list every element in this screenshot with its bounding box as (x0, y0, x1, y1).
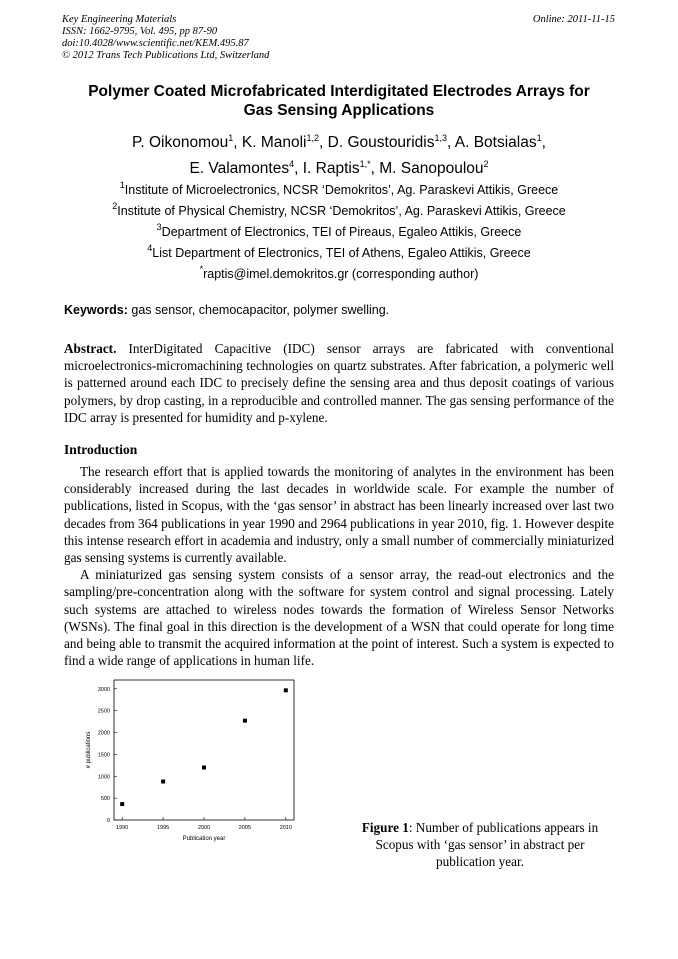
keywords-text: gas sensor, chemocapacitor, polymer swelling. (127, 303, 390, 317)
author-sup: 1 (536, 133, 542, 143)
paragraph: A miniaturized gas sensing system consists of a sensor array, the read-out electronics and the sampling/pre-concentration along with the software for system control and signal processing. Lately such systems are attached to wireless nodes towards the formation of Wireless Sensor Networks (WSNs). The final goal in this direction is the development of a WSN that could operate for long time and being able to transmit the acquired information at the point of interest. Such a system is expected to find a wide range of applications in human life. (64, 567, 614, 669)
affiliation-sup: 3 (156, 222, 162, 232)
author-name: M. Sanopoulou (379, 160, 484, 177)
author-line-1 (64, 130, 614, 156)
author-sep: , (541, 134, 546, 151)
journal-name: Key Engineering Materials (62, 14, 177, 25)
introduction-body (64, 463, 614, 669)
abstract-text: InterDigitated Capacitive (IDC) sensor arrays are fabricated with conventional microelectronics-micromachining technologies on quartz substrates. After fabrication, a polymeric well is patterned around each IDC to precisely define the sensing area and thus deposit coatings of various polymers, by drop casting, in a reproducible and controlled manner. The gas sensing performance of the IDC array is presented for humidity and p-xylene. (64, 341, 614, 425)
author-name: E. Valamontes (189, 160, 290, 177)
data-point (120, 802, 124, 806)
figure-caption (352, 819, 608, 870)
doi: doi:10.4028/www.scientific.net/KEM.495.87 (62, 38, 249, 49)
y-tick-label: 500 (100, 796, 110, 803)
author-name: D. Goustouridis (327, 134, 435, 151)
affiliation-sup: 2 (112, 201, 118, 211)
affiliation-2 (64, 201, 614, 219)
corresponding-author (64, 264, 614, 282)
title-line-2: Gas Sensing Applications (243, 102, 435, 119)
author-sep: , (294, 160, 303, 177)
author-list (64, 130, 614, 182)
author-sep: , (319, 134, 328, 151)
author-sup: 2 (483, 159, 489, 169)
affiliation-sup: * (199, 264, 204, 274)
data-point (202, 766, 206, 770)
author-name: I. Raptis (302, 160, 360, 177)
keywords-label: Keywords: (64, 303, 128, 317)
data-point (243, 719, 247, 723)
y-tick-label: 2000 (97, 730, 110, 737)
author-sep: , (447, 134, 455, 151)
affiliation-text: raptis@imel.demokritos.gr (corresponding author) (203, 267, 479, 281)
author-sup: 1,3 (434, 133, 447, 143)
x-axis-label: Publication year (182, 836, 226, 842)
author-sup: 1 (228, 133, 234, 143)
data-point (161, 780, 165, 784)
author-line-2 (64, 156, 614, 182)
y-tick-label: 0 (106, 818, 110, 824)
plot-frame (114, 680, 294, 820)
x-tick-label: 2010 (279, 825, 292, 831)
copyright: © 2012 Trans Tech Publications Ltd, Switzerland (62, 50, 270, 61)
x-tick-label: 1995 (156, 825, 170, 831)
abstract (64, 340, 614, 426)
author-name: A. Botsialas (454, 134, 537, 151)
author-sup: 1,* (359, 159, 371, 169)
x-tick-label: 1990 (116, 825, 129, 831)
paragraph: The research effort that is applied towards the monitoring of analytes in the environment has been considerably increased during the last decades in worldwide scale. For example the number of publications, listed in Scopus, with the ‘gas sensor’ in abstract has been linearly increased over last two decades from 364 publications in year 1990 and 2964 publications in year 2010, fig. 1. However despite this intense research effort in academia and industry, only a small number of commercially miniaturized gas sensing systems is currently available. (64, 464, 614, 566)
data-point (284, 688, 288, 692)
y-tick-label: 3000 (97, 686, 110, 693)
y-axis-label: # publications (86, 731, 92, 769)
figure-label: Figure 1 (361, 820, 409, 835)
author-sep: , (370, 160, 380, 177)
abstract-label: Abstract. (64, 341, 117, 356)
publications-chart (80, 676, 310, 846)
issn: ISSN: 1662-9795, Vol. 495, pp 87-90 (62, 26, 218, 37)
x-tick-label: 2005 (238, 825, 252, 831)
figure-caption-text: : Number of publications appears in Scopus with ‘gas sensor’ in abstract per publication year. (375, 820, 599, 869)
online-date: Online: 2011-11-15 (532, 14, 615, 25)
journal-header (62, 14, 269, 62)
author-sup: 4 (289, 159, 295, 169)
affiliation-4 (64, 243, 614, 261)
author-sup: 1,2 (306, 133, 320, 143)
x-tick-label: 2000 (197, 825, 211, 831)
author-name: K. Manoli (241, 134, 307, 151)
author-name: P. Oikonomou (132, 134, 229, 151)
affiliation-text: Institute of Physical Chemistry, NCSR ‘Demokritos’, Ag. Paraskevi Attikis, Greece (117, 204, 566, 218)
section-heading-introduction: Introduction (64, 442, 138, 457)
y-tick-label: 2500 (97, 708, 110, 715)
keywords (64, 303, 614, 317)
affiliation-sup: 4 (147, 243, 153, 253)
author-sep: , (233, 134, 242, 151)
affiliation-3 (64, 222, 614, 240)
affiliation-sup: 1 (119, 180, 125, 190)
affiliation-text: List Department of Electronics, TEI of Athens, Egaleo Attikis, Greece (152, 246, 531, 260)
affiliation-text: Department of Electronics, TEI of Pireaus, Egaleo Attikis, Greece (161, 225, 522, 239)
title-line-1: Polymer Coated Microfabricated Interdigitated Electrodes Arrays for (88, 83, 590, 100)
paper-title (64, 82, 614, 120)
y-tick-label: 1000 (97, 774, 110, 781)
affiliation-1 (64, 180, 614, 198)
affiliation-text: Institute of Microelectronics, NCSR ‘Demokritos’, Ag. Paraskevi Attikis, Greece (124, 183, 559, 197)
y-tick-label: 1500 (97, 752, 110, 759)
